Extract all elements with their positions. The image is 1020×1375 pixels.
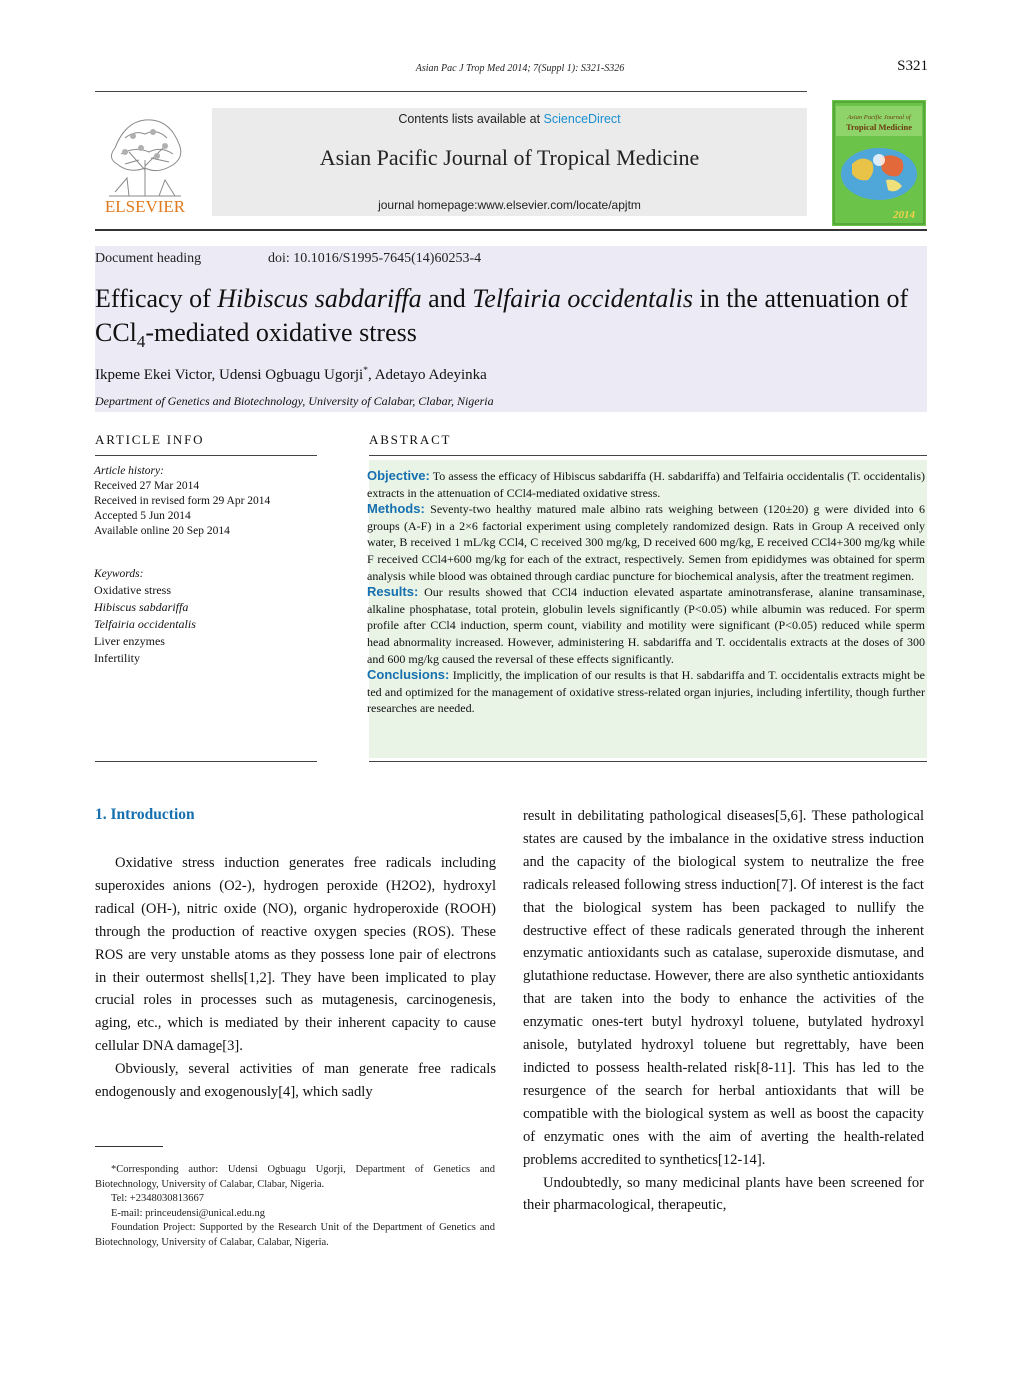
keywords-label: Keywords: (94, 568, 144, 580)
title-species-2: Telfairia occidentalis (472, 284, 693, 313)
info-rule-top (95, 455, 317, 456)
title-text: -mediated oxidative stress (145, 318, 417, 347)
masthead-rule (95, 229, 927, 231)
running-head: Asian Pac J Trop Med 2014; 7(Suppl 1): S321-S326 (415, 63, 625, 74)
history-label: Article history: (94, 465, 164, 477)
intro-paragraph: result in debilitating pathological diseases[5,6]. These pathological states are caused by the imbalance in the oxidative stress induction and the capacity of the biological system to neutralize the free radicals released following stress induction[7]. Of interest is the fact that the biological system has been packaged to nullify the destructive effect of these radicals generated through the inherent enzymatic antioxidants such as catalase, superoxide dismutase, and glutathione reductase. However, there are also synthetic antioxidants that are taken into the body to enhance the activities of the enzymatic ones-tert butyl hydroxyl toluene, butylated hydroxyl anisole, butylated hydroxyl toluene but regrettably, have been indicted to possess health-related risk[8-11]. This has led to the resurgence of the search for herbal antioxidants that will be compatible with the biological system as well as boost the capacity of enzymatic ones with the aim of averting the health-related problems accredited to synthetics[12-14]. (523, 808, 925, 1168)
footnote-email[interactable]: E-mail: princeudensi@unical.edu.ng (111, 1207, 265, 1219)
affiliation: Department of Genetics and Biotechnology, University of Calabar, Clabar, Nigeria (95, 394, 494, 408)
title-text: Efficacy of (95, 284, 218, 313)
abstract-body (367, 468, 925, 717)
info-rule-bottom (95, 761, 317, 762)
objective-label: Objective: (367, 468, 430, 483)
body-column-left (95, 852, 496, 1104)
intro-paragraph: Oxidative stress induction generates free radicals including superoxides anions (O2-), hydrogen peroxide (H2O2), hydroxyl radical (OH-), nitric oxide (NO), organic hydroperoxide (ROOH) through the production of reactive oxygen species (ROS). These ROS are very unstable atoms as they possess lone pair of electrons in their outermost shells[1,2]. They have been implicated to play crucial roles in processes such as mutagenesis, carcinogenesis, aging, etc., which is mediated by their inherent capacity to cause cellular DNA damage[3]. (95, 855, 496, 1055)
abstract-rule-top (369, 455, 927, 456)
authors-text: , Adetayo Adeyinka (368, 367, 487, 383)
objective-text: To assess the efficacy of Hibiscus sabdariffa (H. sabdariffa) and Telfairia occidentalis (T. occidentalis) extracts in the attenuation of CCl4-mediated oxidative stress. (367, 469, 925, 500)
journal-cover-image (832, 100, 926, 226)
keyword: Liver enzymes (94, 634, 165, 648)
conclusions-text: Implicitly, the implication of our results is that H. sabdariffa and T. occidentalis extracts might be ted and optimized for the management of oxidative stress-related organ injuries, including infertility, though further researches are needed. (367, 668, 925, 716)
title-text: in the attenuation of CCl (95, 284, 909, 347)
footnote-foundation: Foundation Project: Supported by the Research Unit of the Department of Genetics and Biotechnology, University of Calabar, Calabar, Nigeria. (95, 1222, 495, 1248)
cover-title-line2: Tropical Medicine (845, 122, 913, 132)
cover-year: 2014 (893, 209, 915, 221)
methods-label: Methods: (367, 501, 425, 517)
journal-homepage-link[interactable]: journal homepage:www.elsevier.com/locate/apjtm (378, 198, 641, 212)
article-info-heading: ARTICLE INFO (95, 432, 205, 447)
sciencedirect-link[interactable]: ScienceDirect (543, 112, 621, 126)
author-list (95, 365, 487, 384)
journal-name: Asian Pacific Journal of Tropical Medicine (319, 145, 700, 170)
history-item: Accepted 5 Jun 2014 (94, 510, 191, 522)
intro-paragraph: Obviously, several activities of man generate free radicals endogenously and exogenously[4], which sadly (95, 1061, 496, 1101)
history-item: Available online 20 Sep 2014 (94, 525, 230, 537)
abstract-objective (367, 468, 925, 501)
title-species-1: Hibiscus sabdariffa (217, 284, 422, 313)
corresponding-mark: * (363, 365, 369, 376)
abstract-heading: ABSTRACT (369, 432, 452, 447)
keyword: Infertility (94, 651, 140, 665)
page-number: S321 (897, 58, 928, 74)
methods-text: Seventy-two healthy matured male albino rats weighing between (120±20) g were divided into 6 groups (A-F) in a 2×6 factorial experiment using completely randomized design. Rats in Group A received only water, B received 1 mL/kg CCl4, C received 300 mg/kg, D received 600 mg/kg, E received CCl4+300 mg/kg while F received CCl4+600 mg/kg for each of the extract, respectively. Semen from epididymes was obtained for sperm analysis while blood was obtained through cardiac puncture for biochemical analysis, after the treatment regimen. (367, 502, 925, 583)
abstract-results (367, 584, 925, 667)
elsevier-logo (95, 108, 195, 218)
contents-prefix: Contents lists available at (398, 112, 544, 126)
abstract-rule-bottom (369, 761, 927, 762)
footnote-tel: Tel: +2348030813667 (111, 1193, 204, 1205)
introduction-heading: 1. Introduction (95, 806, 195, 823)
document-heading: Document heading (95, 251, 202, 266)
footnote-corresponding: *Corresponding author: Udensi Ogbuagu Ugorji, Department of Genetics and Biotechnology, University of Calabar, Clabar, Nigeria. (95, 1164, 495, 1190)
abstract-conclusions (367, 667, 925, 717)
elsevier-wordmark: ELSEVIER (104, 197, 186, 216)
header-rule (95, 91, 807, 92)
keyword: Telfairia occidentalis (94, 617, 196, 631)
cover-title-line1: Asian Pacific Journal of (847, 114, 911, 121)
conclusions-label: Conclusions: (367, 667, 450, 683)
contents-line (212, 112, 807, 126)
results-text: Our results showed that CCl4 induction elevated aspartate aminotransferase, alanine transaminase, alkaline phosphatase, total protein, globulin levels significantly (P<0.05) while albumin was reduced. For sperm profile after CCl4 induction, sperm count, viability and motility were significant (P<0.05) reduced while sperm head abnormality increased. However, administering H. sabdariffa and T. occidentalis extracts at the doses of 300 and 600 mg/kg caused the reversal of these effects significantly. (367, 585, 925, 666)
keyword: Oxidative stress (94, 583, 171, 597)
keyword: Hibiscus sabdariffa (94, 600, 189, 614)
body-column-right (523, 805, 924, 1217)
footnotes (95, 1163, 495, 1251)
history-item: Received in revised form 29 Apr 2014 (94, 495, 271, 507)
title-text: and (421, 284, 473, 313)
authors-text: Ikpeme Ekei Victor, Udensi Ogbuagu Ugorji (95, 367, 364, 383)
title-subscript: 4 (136, 332, 146, 352)
results-label: Results: (367, 584, 419, 600)
footnote-rule (95, 1146, 163, 1147)
history-item: Received 27 Mar 2014 (94, 480, 200, 492)
article-title (95, 282, 935, 359)
intro-paragraph: Undoubtedly, so many medicinal plants have been screened for their pharmacological, therapeutic, (523, 1174, 924, 1214)
article-info (94, 464, 319, 667)
doi[interactable]: doi: 10.1016/S1995-7645(14)60253-4 (268, 251, 482, 266)
abstract-methods (367, 501, 925, 584)
